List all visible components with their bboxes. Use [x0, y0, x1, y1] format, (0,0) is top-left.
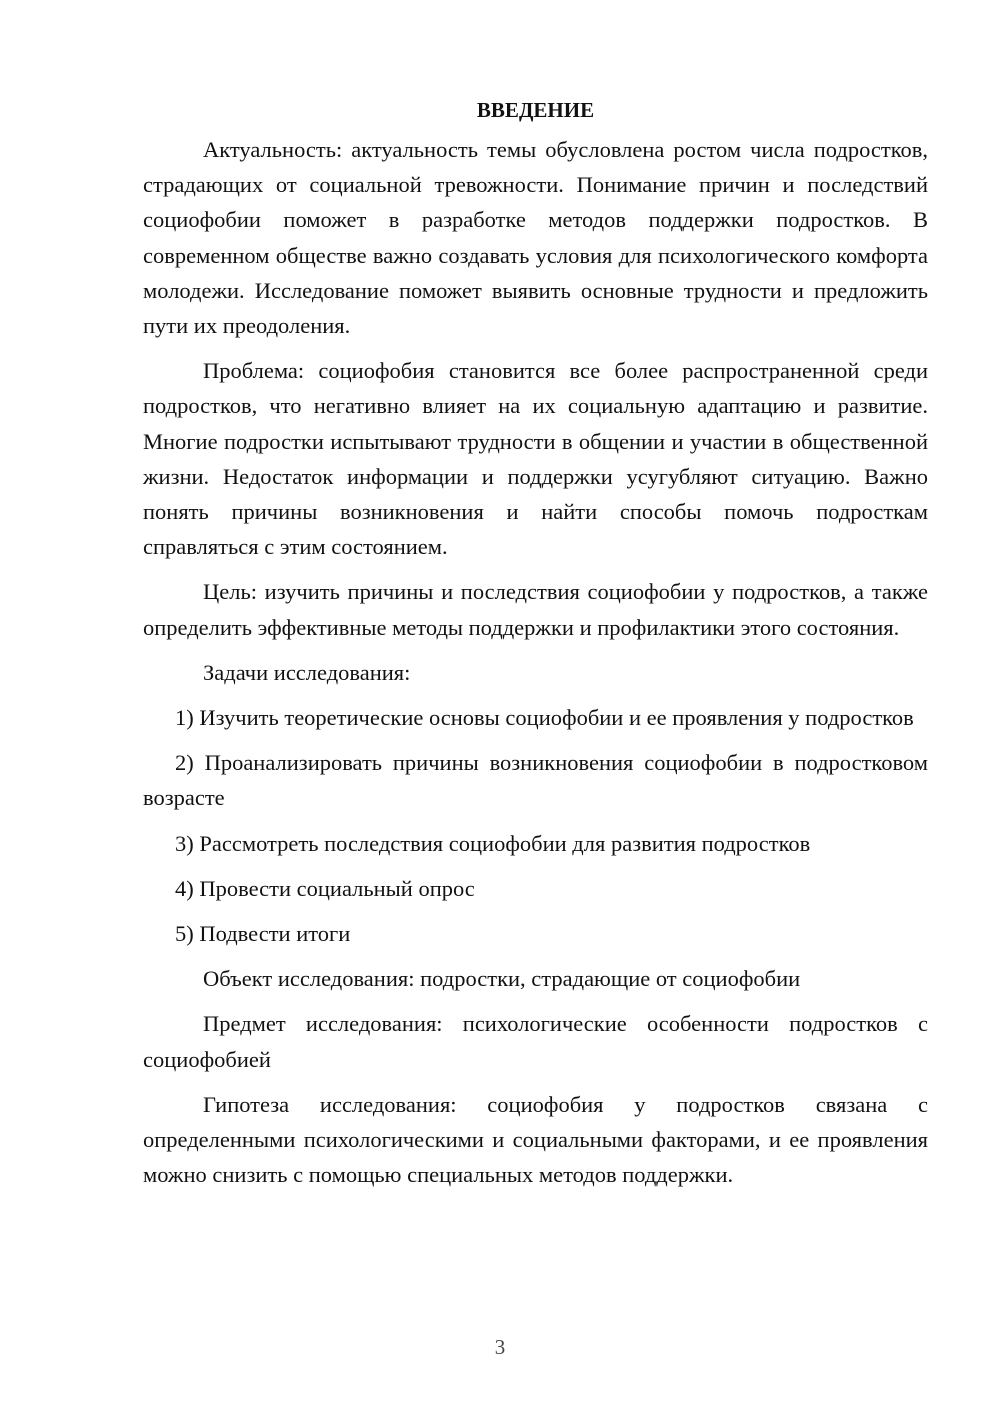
document-page	[143, 93, 928, 1202]
task-item-3: 3) Рассмотреть последствия социофобии для развития подростков	[175, 830, 811, 856]
hypothesis-paragraph: Гипотеза исследования: социофобия у подростков связана с определенными психологическими и социальными факторами, и ее проявления можно снизить с помощью специальных методов поддержки.	[143, 1091, 928, 1188]
subject-paragraph: Предмет исследования: психологические особенности подростков с социофобией	[143, 1011, 928, 1072]
task-item-2: 2) Проанализировать причины возникновения социофобии в подростковом возрасте	[143, 750, 928, 811]
relevance-paragraph: Актуальность: актуальность темы обусловлена ростом числа подростков, страдающих от социальной тревожности. Понимание причин и последствий социофобии поможет в разработке методов поддержки подростков. В современном обществе важно создавать условия для психологического комфорта молодежи. Исследование поможет выявить основные трудности и предложить пути их преодоления.	[143, 137, 928, 339]
problem-paragraph: Проблема: социофобия становится все более распространенной среди подростков, что негативно влияет на их социальную адаптацию и развитие. Многие подростки испытывают трудности в общении и участии в общественной жизни. Недостаток информации и поддержки усугубляют ситуацию. Важно понять причины возникновения и найти способы помочь подросткам справляться с этим состоянием.	[143, 358, 928, 560]
page-number: 3	[494, 1335, 506, 1359]
tasks-list	[143, 700, 928, 951]
tasks-heading: Задачи исследования:	[203, 659, 411, 685]
goal-paragraph: Цель: изучить причины и последствия социофобии у подростков, а также определить эффективные методы поддержки и профилактики этого состояния.	[143, 579, 928, 640]
object-paragraph: Объект исследования: подростки, страдающие от социофобии	[203, 966, 801, 992]
task-item-5: 5) Подвести итоги	[175, 921, 351, 947]
task-item-4: 4) Провести социальный опрос	[175, 875, 475, 901]
document-heading: ВВЕДЕНИЕ	[476, 98, 595, 122]
task-item-1: 1) Изучить теоретические основы социофобии и ее проявления у подростков	[175, 705, 914, 731]
